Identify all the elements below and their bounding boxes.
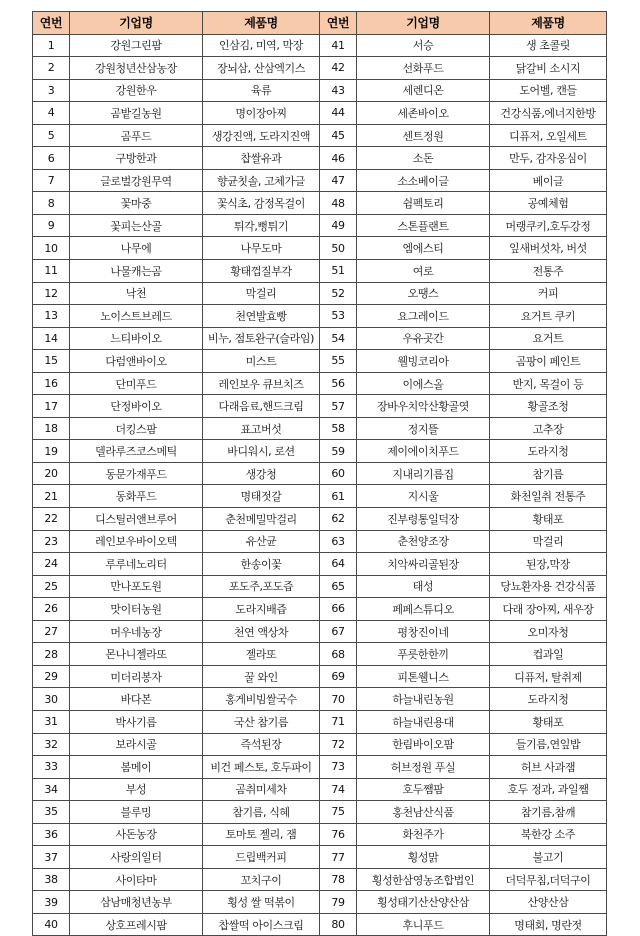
product-name-cell: 된장,막장: [490, 553, 607, 576]
product-name-cell: 생강진액, 도라지진액: [203, 124, 320, 147]
table-row: [33, 778, 607, 801]
header-row: [33, 12, 607, 35]
product-name-cell: 당뇨환자용 건강식품: [490, 575, 607, 598]
company-name-cell: 세렌디온: [357, 79, 490, 102]
product-name-cell: 들기름,연잎밥: [490, 733, 607, 756]
product-name-cell: 컵과일: [490, 643, 607, 666]
company-name-cell: 웰빙코리아: [357, 350, 490, 373]
table-row: [33, 260, 607, 283]
company-name-cell: 정지뜰: [357, 417, 490, 440]
row-number-cell: 59: [320, 440, 357, 463]
company-name-cell: 삼남매청년농부: [70, 891, 203, 914]
header-company-right: 기업명: [357, 12, 490, 35]
company-name-cell: 만나포도원: [70, 575, 203, 598]
product-name-cell: 찹쌀떡 아이스크림: [203, 913, 320, 936]
row-number-cell: 38: [33, 868, 70, 891]
table-row: [33, 733, 607, 756]
product-name-cell: 명태젓갈: [203, 485, 320, 508]
product-name-cell: 곰취미세차: [203, 778, 320, 801]
table-row: [33, 305, 607, 328]
company-name-cell: 소돈: [357, 147, 490, 170]
row-number-cell: 54: [320, 327, 357, 350]
header-product-left: 제품명: [203, 12, 320, 35]
product-name-cell: 베이글: [490, 169, 607, 192]
table-row: [33, 485, 607, 508]
row-number-cell: 42: [320, 57, 357, 80]
row-number-cell: 65: [320, 575, 357, 598]
product-name-cell: 막걸리: [490, 530, 607, 553]
product-name-cell: 산양산삼: [490, 891, 607, 914]
product-name-cell: 명이장아찌: [203, 102, 320, 125]
product-name-cell: 잎새버섯차, 버섯: [490, 237, 607, 260]
row-number-cell: 29: [33, 665, 70, 688]
row-number-cell: 17: [33, 395, 70, 418]
product-name-cell: 전통주: [490, 260, 607, 283]
table-row: [33, 417, 607, 440]
row-number-cell: 50: [320, 237, 357, 260]
row-number-cell: 5: [33, 124, 70, 147]
row-number-cell: 46: [320, 147, 357, 170]
company-name-cell: 지시울: [357, 485, 490, 508]
company-name-cell: 머우네농장: [70, 620, 203, 643]
table-row: [33, 147, 607, 170]
product-name-cell: 허브 사과잼: [490, 756, 607, 779]
product-name-cell: 황태껍질부각: [203, 260, 320, 283]
table-row: [33, 102, 607, 125]
company-name-cell: 루루네노리터: [70, 553, 203, 576]
row-number-cell: 27: [33, 620, 70, 643]
product-name-cell: 명태회, 명란젓: [490, 913, 607, 936]
table-row: [33, 440, 607, 463]
table-row: [33, 688, 607, 711]
row-number-cell: 74: [320, 778, 357, 801]
product-name-cell: 천연 액상차: [203, 620, 320, 643]
product-name-cell: 머랭쿠키,호두강정: [490, 214, 607, 237]
row-number-cell: 64: [320, 553, 357, 576]
product-name-cell: 고추장: [490, 417, 607, 440]
product-name-cell: 황태포: [490, 508, 607, 531]
row-number-cell: 52: [320, 282, 357, 305]
row-number-cell: 36: [33, 823, 70, 846]
company-name-cell: 몬나니젤라또: [70, 643, 203, 666]
row-number-cell: 53: [320, 305, 357, 328]
table-row: [33, 823, 607, 846]
product-name-cell: 커피: [490, 282, 607, 305]
row-number-cell: 63: [320, 530, 357, 553]
row-number-cell: 48: [320, 192, 357, 215]
product-name-cell: 불고기: [490, 846, 607, 869]
company-name-cell: 노이스트브레드: [70, 305, 203, 328]
table-row: [33, 801, 607, 824]
row-number-cell: 69: [320, 665, 357, 688]
product-name-cell: 호두 정과, 과일쨈: [490, 778, 607, 801]
row-number-cell: 10: [33, 237, 70, 260]
company-name-cell: 강원한우: [70, 79, 203, 102]
company-name-cell: 장바우치악산황골엿: [357, 395, 490, 418]
product-name-cell: 꿀 와인: [203, 665, 320, 688]
product-name-cell: 찹쌀유과: [203, 147, 320, 170]
product-name-cell: 만두, 감자옹심이: [490, 147, 607, 170]
row-number-cell: 19: [33, 440, 70, 463]
product-name-cell: 레인보우 큐브치즈: [203, 372, 320, 395]
product-name-cell: 디퓨저, 오일세트: [490, 124, 607, 147]
product-name-cell: 곰팡이 페인트: [490, 350, 607, 373]
company-name-cell: 동화푸드: [70, 485, 203, 508]
row-number-cell: 61: [320, 485, 357, 508]
company-name-cell: 낙천: [70, 282, 203, 305]
row-number-cell: 45: [320, 124, 357, 147]
product-name-cell: 다래음료,핸드크림: [203, 395, 320, 418]
table-row: [33, 395, 607, 418]
product-name-cell: 황태포: [490, 710, 607, 733]
row-number-cell: 70: [320, 688, 357, 711]
company-name-cell: 다럼앤바이오: [70, 350, 203, 373]
company-name-cell: 제이에이치푸드: [357, 440, 490, 463]
product-name-cell: 참기름, 식혜: [203, 801, 320, 824]
table-row: [33, 508, 607, 531]
product-name-cell: 요거트: [490, 327, 607, 350]
table-row: [33, 868, 607, 891]
table-row: [33, 913, 607, 936]
row-number-cell: 55: [320, 350, 357, 373]
row-number-cell: 13: [33, 305, 70, 328]
product-name-cell: 도라지청: [490, 688, 607, 711]
company-name-cell: 강원그린팜: [70, 34, 203, 57]
product-name-cell: 생 초콜릿: [490, 34, 607, 57]
product-name-cell: 천연발효빵: [203, 305, 320, 328]
company-name-cell: 진부령통일덕장: [357, 508, 490, 531]
company-name-cell: 나물캐는곰: [70, 260, 203, 283]
table-row: [33, 169, 607, 192]
header-number-left: 연번: [33, 12, 70, 35]
company-name-cell: 상호프레시팜: [70, 913, 203, 936]
table-row: [33, 34, 607, 57]
product-name-cell: 미스트: [203, 350, 320, 373]
product-name-cell: 요거트 쿠키: [490, 305, 607, 328]
product-name-cell: 홍게비빔쌀국수: [203, 688, 320, 711]
row-number-cell: 34: [33, 778, 70, 801]
row-number-cell: 78: [320, 868, 357, 891]
product-name-cell: 디퓨저, 탈취제: [490, 665, 607, 688]
product-name-cell: 드립백커피: [203, 846, 320, 869]
table-row: [33, 846, 607, 869]
row-number-cell: 71: [320, 710, 357, 733]
product-name-cell: 비누, 점토완구(슬라임): [203, 327, 320, 350]
row-number-cell: 32: [33, 733, 70, 756]
company-name-cell: 하늘내린농원: [357, 688, 490, 711]
table-row: [33, 665, 607, 688]
company-name-cell: 후니푸드: [357, 913, 490, 936]
company-name-cell: 여로: [357, 260, 490, 283]
company-name-cell: 피톤웰니스: [357, 665, 490, 688]
product-name-cell: 장뇌삼, 산삼엑기스: [203, 57, 320, 80]
product-name-cell: 토마토 젤리, 잼: [203, 823, 320, 846]
row-number-cell: 11: [33, 260, 70, 283]
table-row: [33, 124, 607, 147]
row-number-cell: 25: [33, 575, 70, 598]
table-row: [33, 620, 607, 643]
row-number-cell: 4: [33, 102, 70, 125]
company-name-cell: 횡성태기산산양산삼: [357, 891, 490, 914]
company-name-cell: 더킹스팜: [70, 417, 203, 440]
company-name-cell: 허브정원 푸실: [357, 756, 490, 779]
company-name-cell: 델라루즈코스메틱: [70, 440, 203, 463]
company-name-cell: 곰푸드: [70, 124, 203, 147]
company-name-cell: 맛이터농원: [70, 598, 203, 621]
row-number-cell: 41: [320, 34, 357, 57]
product-name-cell: 건강식품,에너지한방: [490, 102, 607, 125]
company-name-cell: 센트정원: [357, 124, 490, 147]
company-name-cell: 구방한과: [70, 147, 203, 170]
table-row: [33, 214, 607, 237]
product-name-cell: 도라지청: [490, 440, 607, 463]
row-number-cell: 28: [33, 643, 70, 666]
company-name-cell: 우유곳간: [357, 327, 490, 350]
row-number-cell: 21: [33, 485, 70, 508]
company-name-cell: 홍천남산식품: [357, 801, 490, 824]
product-name-cell: 육류: [203, 79, 320, 102]
row-number-cell: 79: [320, 891, 357, 914]
row-number-cell: 66: [320, 598, 357, 621]
product-name-cell: 참기름: [490, 462, 607, 485]
company-name-cell: 느티바이오: [70, 327, 203, 350]
row-number-cell: 62: [320, 508, 357, 531]
company-name-cell: 보라시골: [70, 733, 203, 756]
table-row: [33, 756, 607, 779]
product-name-cell: 화천일취 전통주: [490, 485, 607, 508]
company-name-cell: 봄메이: [70, 756, 203, 779]
row-number-cell: 30: [33, 688, 70, 711]
company-name-cell: 오땡스: [357, 282, 490, 305]
table-row: [33, 282, 607, 305]
table-row: [33, 327, 607, 350]
company-name-cell: 지내리기름집: [357, 462, 490, 485]
company-name-cell: 디스틸러앤브루어: [70, 508, 203, 531]
product-name-cell: 생강청: [203, 462, 320, 485]
product-name-cell: 바디워시, 로션: [203, 440, 320, 463]
company-name-cell: 꽃마중: [70, 192, 203, 215]
product-name-cell: 오미자청: [490, 620, 607, 643]
company-name-cell: 사랑의일터: [70, 846, 203, 869]
row-number-cell: 7: [33, 169, 70, 192]
company-name-cell: 페페스튜디오: [357, 598, 490, 621]
company-name-cell: 호두쨈팜: [357, 778, 490, 801]
header-company-left: 기업명: [70, 12, 203, 35]
company-name-cell: 동문가재푸드: [70, 462, 203, 485]
row-number-cell: 22: [33, 508, 70, 531]
company-name-cell: 미더리봉자: [70, 665, 203, 688]
table-row: [33, 643, 607, 666]
table-row: [33, 575, 607, 598]
row-number-cell: 39: [33, 891, 70, 914]
table-row: [33, 710, 607, 733]
company-name-cell: 꽃피는산골: [70, 214, 203, 237]
table-row: [33, 57, 607, 80]
product-name-cell: 꽃식초, 감정목걸이: [203, 192, 320, 215]
company-name-cell: 바다본: [70, 688, 203, 711]
row-number-cell: 23: [33, 530, 70, 553]
product-name-cell: 도어벨, 캔들: [490, 79, 607, 102]
row-number-cell: 15: [33, 350, 70, 373]
table-row: [33, 79, 607, 102]
row-number-cell: 40: [33, 913, 70, 936]
product-name-cell: 유산균: [203, 530, 320, 553]
row-number-cell: 68: [320, 643, 357, 666]
company-name-cell: 요그레이드: [357, 305, 490, 328]
product-name-cell: 춘천메밀막걸리: [203, 508, 320, 531]
company-name-cell: 소소베이글: [357, 169, 490, 192]
product-name-cell: 막걸리: [203, 282, 320, 305]
company-name-cell: 한림바이오팜: [357, 733, 490, 756]
row-number-cell: 67: [320, 620, 357, 643]
row-number-cell: 8: [33, 192, 70, 215]
header-number-right: 연번: [320, 12, 357, 35]
table-row: [33, 598, 607, 621]
company-name-cell: 푸릇한한끼: [357, 643, 490, 666]
company-name-cell: 치악싸리골된장: [357, 553, 490, 576]
company-name-cell: 곰밭길농원: [70, 102, 203, 125]
row-number-cell: 72: [320, 733, 357, 756]
product-name-cell: 튀각,뻥튀기: [203, 214, 320, 237]
company-name-cell: 횡성한삼영농조합법인: [357, 868, 490, 891]
company-name-cell: 단정바이오: [70, 395, 203, 418]
product-name-cell: 도라지배즙: [203, 598, 320, 621]
product-name-cell: 꼬치구이: [203, 868, 320, 891]
company-name-cell: 횡성맑: [357, 846, 490, 869]
product-name-cell: 국산 참기름: [203, 710, 320, 733]
company-name-cell: 사이타마: [70, 868, 203, 891]
row-number-cell: 56: [320, 372, 357, 395]
row-number-cell: 35: [33, 801, 70, 824]
company-name-cell: 춘천양조장: [357, 530, 490, 553]
product-name-cell: 횡성 쌀 떡볶이: [203, 891, 320, 914]
row-number-cell: 9: [33, 214, 70, 237]
company-name-cell: 사돈농장: [70, 823, 203, 846]
product-name-cell: 즉석된장: [203, 733, 320, 756]
product-name-cell: 닭갈비 소시지: [490, 57, 607, 80]
table-row: [33, 553, 607, 576]
row-number-cell: 49: [320, 214, 357, 237]
company-name-cell: 스톤플랜트: [357, 214, 490, 237]
product-name-cell: 비건 페스토, 호두파이: [203, 756, 320, 779]
row-number-cell: 51: [320, 260, 357, 283]
company-name-cell: 레인보우바이오텍: [70, 530, 203, 553]
row-number-cell: 37: [33, 846, 70, 869]
row-number-cell: 14: [33, 327, 70, 350]
product-name-cell: 젤라또: [203, 643, 320, 666]
row-number-cell: 43: [320, 79, 357, 102]
company-name-cell: 하늘내린용대: [357, 710, 490, 733]
row-number-cell: 31: [33, 710, 70, 733]
row-number-cell: 58: [320, 417, 357, 440]
company-name-cell: 부성: [70, 778, 203, 801]
row-number-cell: 24: [33, 553, 70, 576]
product-name-cell: 인삼김, 미역, 막장: [203, 34, 320, 57]
company-name-cell: 선화푸드: [357, 57, 490, 80]
product-name-cell: 북한강 소주: [490, 823, 607, 846]
table-row: [33, 530, 607, 553]
company-name-cell: 블루밍: [70, 801, 203, 824]
row-number-cell: 47: [320, 169, 357, 192]
company-name-cell: 단미푸드: [70, 372, 203, 395]
product-name-cell: 향균칫솔, 고체가글: [203, 169, 320, 192]
table-row: [33, 237, 607, 260]
company-name-cell: 세존바이오: [357, 102, 490, 125]
product-name-cell: 나무도마: [203, 237, 320, 260]
row-number-cell: 57: [320, 395, 357, 418]
row-number-cell: 12: [33, 282, 70, 305]
row-number-cell: 16: [33, 372, 70, 395]
product-name-cell: 표고버섯: [203, 417, 320, 440]
company-name-cell: 태성: [357, 575, 490, 598]
table-row: [33, 462, 607, 485]
product-name-cell: 황골조청: [490, 395, 607, 418]
row-number-cell: 33: [33, 756, 70, 779]
product-name-cell: 더덕무침,더덕구이: [490, 868, 607, 891]
company-name-cell: 강원청년산삼농장: [70, 57, 203, 80]
row-number-cell: 73: [320, 756, 357, 779]
row-number-cell: 60: [320, 462, 357, 485]
table-row: [33, 192, 607, 215]
row-number-cell: 75: [320, 801, 357, 824]
company-name-cell: 글로벌강원무역: [70, 169, 203, 192]
company-name-cell: 서승: [357, 34, 490, 57]
product-name-cell: 공예체험: [490, 192, 607, 215]
company-name-cell: 박사기름: [70, 710, 203, 733]
company-name-cell: 화천주가: [357, 823, 490, 846]
row-number-cell: 26: [33, 598, 70, 621]
row-number-cell: 2: [33, 57, 70, 80]
row-number-cell: 76: [320, 823, 357, 846]
row-number-cell: 77: [320, 846, 357, 869]
product-name-cell: 반지, 목걸이 등: [490, 372, 607, 395]
product-name-cell: 포도주,포도즙: [203, 575, 320, 598]
company-name-cell: 엠에스티: [357, 237, 490, 260]
row-number-cell: 3: [33, 79, 70, 102]
row-number-cell: 44: [320, 102, 357, 125]
company-name-cell: 나무에: [70, 237, 203, 260]
product-name-cell: 한송이꽃: [203, 553, 320, 576]
table-row: [33, 350, 607, 373]
product-table: [32, 11, 607, 936]
company-name-cell: 쉼펙토리: [357, 192, 490, 215]
table-row: [33, 891, 607, 914]
row-number-cell: 18: [33, 417, 70, 440]
row-number-cell: 1: [33, 34, 70, 57]
row-number-cell: 20: [33, 462, 70, 485]
product-name-cell: 참기름,참깨: [490, 801, 607, 824]
header-product-right: 제품명: [490, 12, 607, 35]
row-number-cell: 80: [320, 913, 357, 936]
company-name-cell: 이에스올: [357, 372, 490, 395]
table-row: [33, 372, 607, 395]
product-name-cell: 다래 장아찌, 새우장: [490, 598, 607, 621]
company-name-cell: 평창진이네: [357, 620, 490, 643]
row-number-cell: 6: [33, 147, 70, 170]
